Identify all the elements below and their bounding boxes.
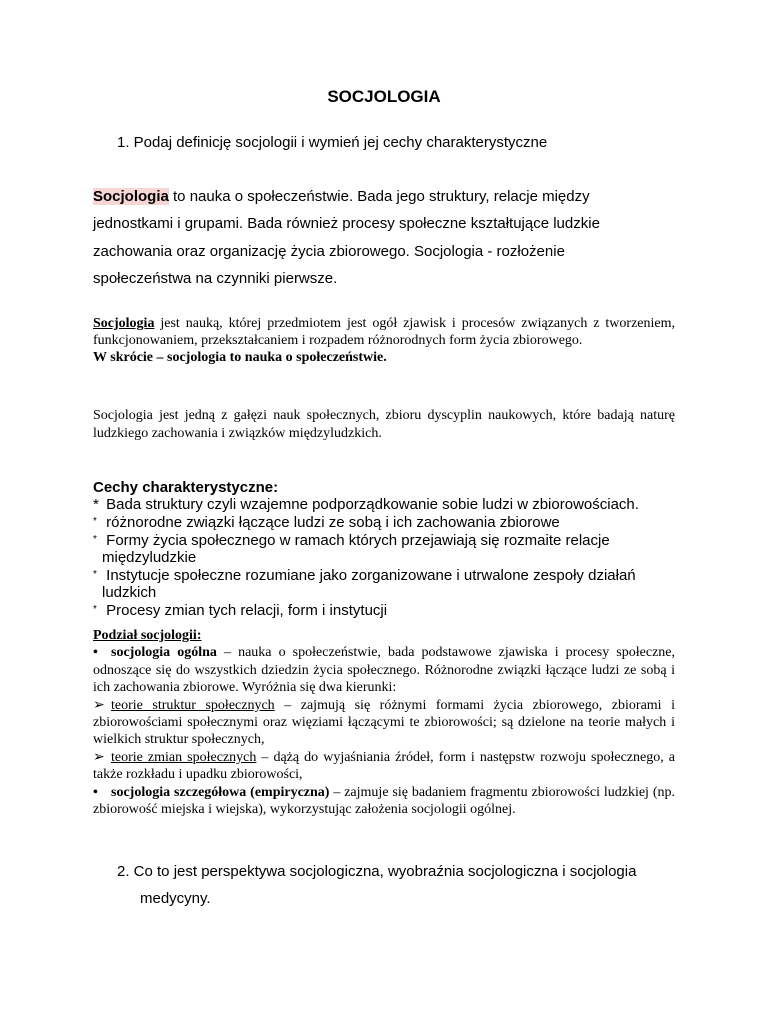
- direction-1-item: [93, 697, 675, 749]
- list-item: [93, 531, 673, 566]
- direction-1-text: – zajmują się różnymi formami życia zbiorowego, zbiorami i zbiorowościami społecznymi oraz więziami łączącymi te zbiorowości; są dzielone na teorie małych i wielkich struktur społecznych,: [93, 697, 675, 748]
- characteristics-heading: Cechy charakterystyczne:: [93, 479, 279, 496]
- underlined-term: Socjologia: [93, 316, 155, 331]
- question-2: [117, 858, 677, 912]
- division-heading: Podział socjologii:: [93, 628, 202, 643]
- list-item-text: Formy życia społecznego w ramach których przejawiają się rozmaite relacje międzyludzkie: [102, 532, 610, 566]
- list-item: [93, 513, 673, 531]
- direction-2-text: – dążą do wyjaśniania źródeł, form i następstw rozwoju społecznego, a także rozkładu i upadku zbiorowości,: [93, 749, 675, 783]
- division-section: [93, 627, 675, 818]
- direction-1-term: teorie struktur społecznych: [111, 697, 275, 713]
- definition-2-text: jest nauką, której przedmiotem jest ogół zjawisk i procesów związanych z tworzeniem, funkcjonowaniem, przekształcaniem i rozpadem różnorodnych form życia zbiorowego.: [93, 316, 675, 348]
- summary-line: W skrócie – socjologia to nauka o społeczeństwie.: [93, 350, 387, 365]
- direction-2-term: teorie zmian społecznych: [111, 749, 257, 765]
- definition-text: to nauka o społeczeństwie. Bada jego struktury, relacje między jednostkami i grupami. Bada również procesy społeczne kształtujące ludzkie zachowania oraz organizację życia zbiorowego. Socjologia - rozłożenie społeczeństwa na czynniki pierwsze.: [93, 188, 600, 288]
- question-2-line-1: 2. Co to jest perspektywa socjologiczna, wyobraźnia socjologiczna i socjologia: [117, 863, 637, 880]
- direction-2-item: [93, 749, 675, 784]
- list-item-text: Instytucje społeczne rozumiane jako zorganizowane i utrwalone zespoły działań ludzkich: [102, 567, 636, 601]
- definition-paragraph: [93, 183, 653, 293]
- definition-paragraph-3: Socjologia jest jedną z gałęzi nauk społecznych, zbioru dyscyplin naukowych, które badają naturę ludzkiego zachowania i związków międzyludzkich.: [93, 408, 675, 441]
- highlighted-term: Socjologia: [93, 188, 169, 205]
- list-item-text: Bada struktury czyli wzajemne podporządkowanie sobie ludzi w zbiorowościach.: [106, 496, 639, 513]
- page-title: SOCJOLOGIA: [327, 87, 441, 106]
- asterisk-marker: *: [93, 496, 99, 513]
- asterisk-marker: *: [93, 604, 97, 615]
- specific-sociology-item: [93, 784, 675, 819]
- general-sociology-term: socjologia ogólna: [111, 645, 217, 661]
- characteristics-section: [93, 479, 673, 619]
- question-2-line-2: medycyny.: [140, 890, 211, 907]
- asterisk-marker: *: [93, 516, 97, 527]
- specific-sociology-text: – zajmuje się badaniem fragmentu zbiorowości ludzkiej (np. zbiorowość miejska i wiejska), wykorzystując założenia socjologii ogólnej.: [93, 784, 675, 818]
- list-item: [93, 496, 673, 513]
- list-item-text: różnorodne związki łączące ludzi ze sobą i ich zachowania zbiorowe: [106, 514, 560, 531]
- question-1: 1. Podaj definicję socjologii i wymień jej cechy charakterystyczne: [117, 134, 548, 151]
- list-item-text: Procesy zmian tych relacji, form i instytucji: [106, 602, 388, 619]
- list-item: [93, 566, 673, 601]
- asterisk-marker: *: [93, 569, 97, 580]
- general-sociology-item: [93, 644, 675, 696]
- arrow-icon: ➢: [93, 697, 105, 713]
- definition-paragraph-2: [93, 315, 675, 366]
- arrow-icon: ➢: [93, 749, 105, 765]
- specific-sociology-term: socjologia szczegółowa (empiryczna): [111, 784, 330, 800]
- bullet-icon: •: [93, 784, 98, 800]
- asterisk-marker: *: [93, 534, 97, 545]
- general-sociology-text: – nauka o społeczeństwie, bada podstawowe zjawiska i procesy społeczne, odnoszące się do wszystkich dziedzin życia społecznego. Różnorodne związki łączące ludzi ze sobą i ich zachowania zbiorowe. Wyróżnia się dwa kierunki:: [93, 645, 675, 696]
- characteristics-list: [93, 496, 673, 619]
- bullet-icon: •: [93, 645, 98, 661]
- list-item: [93, 601, 673, 619]
